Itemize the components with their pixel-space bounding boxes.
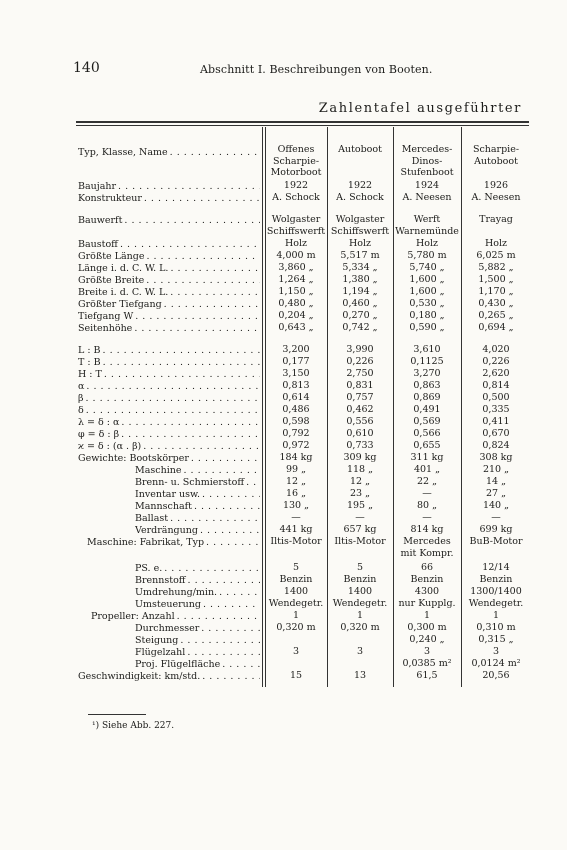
column-header-line: Offenes [277, 144, 315, 155]
table-cell: 0,733 [346, 440, 374, 451]
table-cell: 1922 [283, 180, 309, 191]
table-cell: 13 [353, 670, 367, 681]
column-header [462, 144, 530, 167]
row-label-text: Flügelzahl [135, 647, 186, 658]
row-label-text: Länge i. d. C. W. L. [78, 263, 169, 274]
table-cell: 0,566 [413, 428, 441, 439]
table-cell: 1,170 „ [478, 286, 514, 297]
table-cell: A. Neesen [402, 192, 452, 203]
table-cell: 0,310 m [476, 622, 516, 633]
table-cell: 311 kg [410, 452, 444, 463]
row-label [78, 275, 260, 286]
row-label-text: Brennstoff [135, 575, 186, 586]
table-top-rule [76, 121, 529, 123]
table-cell: A. Schock [272, 192, 320, 203]
table-cell: 0,0385 m² [402, 658, 452, 669]
table-cell: 1400 [347, 586, 373, 597]
table-cell: 0,411 [482, 416, 510, 427]
table-cell: 0,462 [346, 404, 374, 415]
column-header-line: Autoboot [474, 155, 518, 167]
table-top-rule-thin [76, 125, 529, 126]
row-label-text: Steigung [135, 635, 179, 646]
row-label-text: Breite i. d. C. W. L. [78, 287, 169, 298]
table-cell: 0,226 [346, 356, 374, 367]
table-cell: 27 „ [485, 488, 507, 499]
column-divider [262, 127, 263, 687]
table-cell: 0,460 „ [342, 298, 378, 309]
row-label [135, 525, 260, 536]
row-label [78, 393, 260, 404]
row-label-text: Baustoff [78, 239, 118, 250]
row-label [78, 381, 260, 392]
column-header-line: Scharpie- [272, 155, 320, 167]
table-cell: 0,204 „ [278, 310, 314, 321]
table-cell: 1 [423, 610, 431, 621]
table-cell: 5,882 „ [478, 262, 514, 273]
table-cell: 5,740 „ [409, 262, 445, 273]
table-cell: 5,334 „ [342, 262, 378, 273]
table-cell: 401 „ [413, 464, 441, 475]
table-cell: Holz [284, 238, 308, 249]
row-label-text: ϰ = δ : (α . β) [78, 441, 142, 452]
table-cell: 4,000 m [276, 250, 316, 261]
row-label-text: Gewichte: Bootskörper [78, 453, 189, 464]
row-label-text: Typ, Klasse, Name [78, 147, 168, 158]
table-cell: 0,813 [282, 380, 310, 391]
table-cell: 1922 [347, 180, 373, 191]
table-cell: 3,860 „ [278, 262, 314, 273]
footnote-rule [88, 714, 146, 715]
table-cell: Holz [484, 238, 508, 249]
row-label-text: Mannschaft [135, 501, 192, 512]
row-label-text: Propeller: Anzahl [91, 611, 175, 622]
table-cell: 130 „ [282, 500, 310, 511]
row-label-text: Umsteuerung [135, 599, 201, 610]
table-cell: Benzin [479, 574, 513, 585]
table-title: Zahlentafel ausgeführter [318, 101, 522, 116]
row-label-text: Durchmesser [135, 623, 200, 634]
column-header-line: Motorboot [270, 167, 322, 178]
row-label-text: H : T [78, 369, 102, 380]
table-cell: 3 [423, 646, 431, 657]
table-cell: 1,600 „ [409, 274, 445, 285]
table-cell: 20,56 [482, 670, 510, 681]
row-label [78, 215, 260, 226]
table-cell: 1,194 „ [342, 286, 378, 297]
table-cell: — [422, 488, 432, 499]
table-cell: — [422, 512, 432, 523]
table-cell: — [291, 512, 301, 523]
table-cell: 657 kg [343, 524, 377, 535]
table-cell: Benzin [343, 574, 377, 585]
row-label-text: Baujahr [78, 181, 117, 192]
row-label [135, 465, 260, 476]
table-cell: Iltis-Motor [270, 536, 322, 547]
table-cell: 14 „ [485, 476, 507, 487]
table-cell: Wolgaster [271, 214, 321, 225]
table-cell: 1,150 „ [278, 286, 314, 297]
table-cell: 699 kg [479, 524, 513, 535]
table-cell: 5,517 m [340, 250, 380, 261]
row-label [135, 477, 260, 488]
table-cell: 12/14 [482, 562, 510, 573]
table-cell: 184 kg [279, 452, 313, 463]
row-label [78, 193, 260, 204]
table-cell: Wendegetr. [268, 598, 324, 609]
table-cell: 2,750 [346, 368, 374, 379]
table-cell: 3,610 [413, 344, 441, 355]
table-cell: 23 „ [349, 488, 371, 499]
table-cell: 0,814 [482, 380, 510, 391]
table-cell: 0,1125 [410, 356, 444, 367]
table-cell: 16 „ [285, 488, 307, 499]
table-cell: 0,270 „ [342, 310, 378, 321]
row-label [78, 287, 260, 298]
table-cell: Warnemünde [395, 226, 459, 237]
row-label-text: Tiefgang W [78, 311, 134, 322]
row-label [78, 429, 260, 440]
table-cell: 3,200 [282, 344, 310, 355]
table-cell: 0,430 „ [478, 298, 514, 309]
table-cell: 0,610 [346, 428, 374, 439]
table-cell: 1 [492, 610, 500, 621]
table-cell: 0,0124 m² [471, 658, 521, 669]
row-label [135, 513, 260, 524]
row-label [78, 405, 260, 416]
row-label [78, 311, 260, 322]
table-cell: 0,180 „ [409, 310, 445, 321]
table-cell: 5 [356, 562, 364, 573]
table-cell: 0,643 „ [278, 322, 314, 333]
table-cell: 99 „ [285, 464, 307, 475]
table-cell: 3,270 [413, 368, 441, 379]
table-cell: 0,869 [413, 392, 441, 403]
table-cell: A. Schock [336, 192, 384, 203]
table-cell: 1 [356, 610, 364, 621]
row-label [78, 417, 260, 428]
table-cell: 0,757 [346, 392, 374, 403]
table-cell: Benzin [410, 574, 444, 585]
table-cell: Trayag [479, 214, 513, 225]
row-label [135, 635, 260, 646]
row-label-text: Größter Tiefgang [78, 299, 162, 310]
table-cell: 1300/1400 [470, 586, 522, 597]
row-label [78, 671, 260, 682]
table-cell: Wendegetr. [468, 598, 524, 609]
row-label [78, 357, 260, 368]
table-cell: 308 kg [479, 452, 513, 463]
table-cell: 3 [292, 646, 300, 657]
row-label [78, 369, 260, 380]
row-label [78, 181, 260, 192]
table-cell: 0,824 [482, 440, 510, 451]
row-label [78, 239, 260, 250]
table-cell: 210 „ [482, 464, 510, 475]
row-label [135, 575, 260, 586]
row-label [135, 599, 260, 610]
row-label [78, 453, 260, 464]
column-header [394, 144, 460, 179]
row-label-text: Verdrängung [135, 525, 198, 536]
row-label-text: Proj. Flügelfläche [135, 659, 221, 670]
row-label [135, 489, 260, 500]
table-cell: 12 „ [349, 476, 371, 487]
table-cell: 4300 [414, 586, 440, 597]
table-cell: 1,380 „ [342, 274, 378, 285]
row-label-text: L : B [78, 345, 101, 356]
table-cell: 12 „ [285, 476, 307, 487]
column-header [266, 144, 326, 179]
row-label [78, 147, 260, 158]
table-cell: 1924 [414, 180, 440, 191]
table-cell: 140 „ [482, 500, 510, 511]
row-label [87, 537, 260, 548]
table-cell: nur Kupplg. [398, 598, 456, 609]
row-label [135, 587, 260, 598]
table-cell: 814 kg [410, 524, 444, 535]
table-cell: 5,780 m [407, 250, 447, 261]
column-header-line: Mercedes- [401, 144, 453, 155]
table-cell: 0,694 „ [478, 322, 514, 333]
row-label-text: Umdrehung/min. [135, 587, 218, 598]
table-cell: Holz [348, 238, 372, 249]
row-label-text: Bauwerft [78, 215, 123, 226]
row-label [78, 299, 260, 310]
row-label-text: Größte Länge [78, 251, 145, 262]
table-cell: 195 „ [346, 500, 374, 511]
table-cell: 0,742 „ [342, 322, 378, 333]
table-cell: 1,500 „ [478, 274, 514, 285]
table-cell: 0,598 [282, 416, 310, 427]
table-cell: A. Neesen [471, 192, 521, 203]
table-cell: Benzin [279, 574, 313, 585]
row-label-text: λ = δ : α [78, 417, 120, 428]
table-cell: Iltis-Motor [334, 536, 386, 547]
table-cell: Werft [413, 214, 441, 225]
table-cell: 0,792 [282, 428, 310, 439]
row-label [135, 501, 260, 512]
row-label-text: PS. e. [135, 563, 163, 574]
table-cell: Wolgaster [335, 214, 385, 225]
table-cell: 0,320 m [340, 622, 380, 633]
table-cell: Schiffswerft [330, 226, 390, 237]
table-cell: 0,556 [346, 416, 374, 427]
row-label-text: Maschine: Fabrikat, Typ [87, 537, 205, 548]
table-cell: Mercedes [403, 536, 451, 547]
row-label-text: Brenn- u. Schmierstoff [135, 477, 245, 488]
row-label-text: Größte Breite [78, 275, 145, 286]
table-cell: 80 „ [416, 500, 438, 511]
table-cell: 0,614 [282, 392, 310, 403]
row-label [78, 251, 260, 262]
row-label-text: T : B [78, 357, 101, 368]
row-label [135, 647, 260, 658]
table-cell: 0,315 „ [478, 634, 514, 645]
row-label-text: Seitenhöhe [78, 323, 133, 334]
table-cell: 61,5 [416, 670, 438, 681]
column-header-line: Dinos- [411, 155, 443, 167]
table-cell: 3 [492, 646, 500, 657]
row-label-text: Maschine [135, 465, 182, 476]
table-cell: 6,025 m [476, 250, 516, 261]
table-cell: 0,320 m [276, 622, 316, 633]
row-label [78, 441, 260, 452]
row-label-text: β [78, 393, 84, 404]
table-cell: Wendegetr. [332, 598, 388, 609]
table-cell: 1,600 „ [409, 286, 445, 297]
row-label [91, 611, 260, 622]
table-cell: 0,530 „ [409, 298, 445, 309]
table-cell: 0,863 [413, 380, 441, 391]
table-cell: 0,300 m [407, 622, 447, 633]
table-cell: 0,590 „ [409, 322, 445, 333]
footnote: ¹) Siehe Abb. 227. [92, 721, 175, 731]
table-cell: 0,569 [413, 416, 441, 427]
table-cell: 1926 [483, 180, 509, 191]
table-cell: 22 „ [416, 476, 438, 487]
table-cell: 0,500 [482, 392, 510, 403]
row-label [78, 323, 260, 334]
row-label [135, 623, 260, 634]
table-cell: — [355, 512, 365, 523]
table-cell: 0,240 „ [409, 634, 445, 645]
row-label-text: Ballast [135, 513, 169, 524]
row-label [135, 659, 260, 670]
table-cell: mit Kompr. [400, 548, 454, 559]
table-cell: 0,226 [482, 356, 510, 367]
table-cell: 0,486 [282, 404, 310, 415]
table-cell: 0,177 [282, 356, 310, 367]
table-cell: 0,491 [413, 404, 441, 415]
column-header-line: Stufenboot [400, 167, 454, 178]
table-cell: 0,831 [346, 380, 374, 391]
table-cell: Schiffswerft [266, 226, 326, 237]
column-header-line: Scharpie- [472, 144, 520, 155]
table-cell: 0,670 [482, 428, 510, 439]
table-cell: 1 [292, 610, 300, 621]
table-cell: 1,264 „ [278, 274, 314, 285]
row-label [78, 263, 260, 274]
table-cell: 66 [420, 562, 434, 573]
table-cell: 4,020 [482, 344, 510, 355]
table-cell: 0,265 „ [478, 310, 514, 321]
running-head: Abschnitt I. Beschreibungen von Booten. [200, 63, 433, 76]
table-cell: BuB-Motor [469, 536, 523, 547]
row-label-text: δ [78, 405, 84, 416]
row-label-text: α [78, 381, 85, 392]
table-cell: 0,655 [413, 440, 441, 451]
table-cell: 3,150 [282, 368, 310, 379]
row-label [135, 563, 260, 574]
table-cell: Holz [415, 238, 439, 249]
table-cell: 5 [292, 562, 300, 573]
table-cell: — [491, 512, 501, 523]
table-cell: 2,620 [482, 368, 510, 379]
column-header-line: Autoboot [338, 144, 382, 155]
table-cell: 3,990 [346, 344, 374, 355]
table-cell: 15 [289, 670, 303, 681]
row-label-text: Inventar usw. [135, 489, 201, 500]
row-label-text: Konstrukteur [78, 193, 142, 204]
row-label [78, 345, 260, 356]
table-cell: 3 [356, 646, 364, 657]
table-cell: 0,480 „ [278, 298, 314, 309]
table-cell: 441 kg [279, 524, 313, 535]
column-header [328, 144, 392, 156]
table-cell: 309 kg [343, 452, 377, 463]
page-number: 140 [73, 60, 100, 76]
table-cell: 0,335 [482, 404, 510, 415]
row-label-text: φ = δ : β [78, 429, 120, 440]
table-cell: 1400 [283, 586, 309, 597]
row-label-text: Geschwindigkeit: km/std. [78, 671, 201, 682]
table-cell: 118 „ [346, 464, 374, 475]
table-cell: 0,972 [282, 440, 310, 451]
